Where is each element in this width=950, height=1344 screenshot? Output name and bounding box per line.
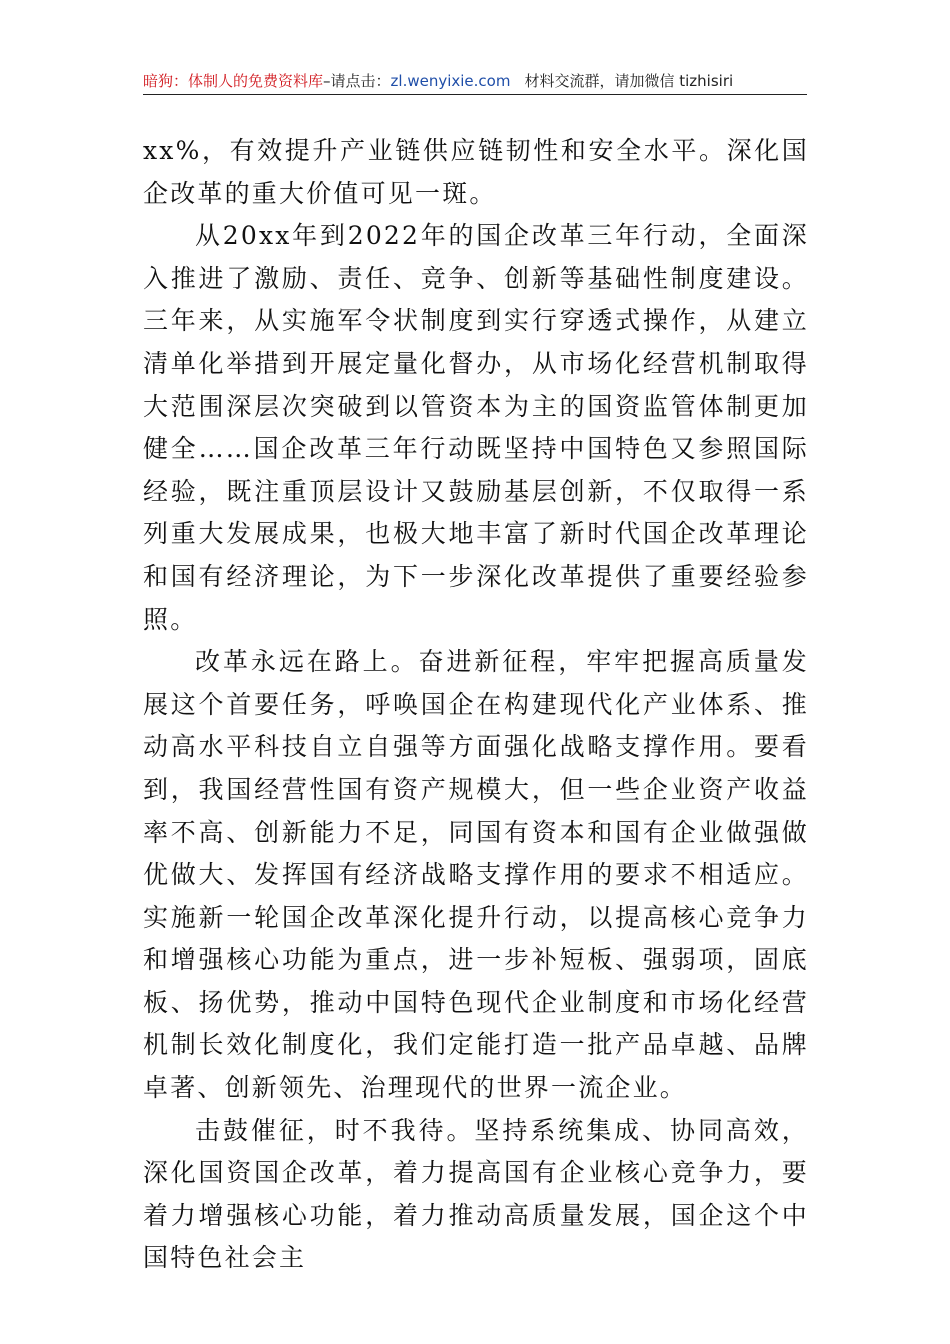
header-click-prompt: –请点击： [323,72,391,90]
header-url-link[interactable]: zl.wenyixie.com [390,72,511,90]
header-group-note: 材料交流群，请加微信 tizhisiri [524,72,734,90]
header-site-name: 暗狗：体制人的免费资料库 [143,72,324,90]
document-body [143,130,809,1280]
paragraph: 从20xx年到2022年的国企改革三年行动，全面深入推进了激励、责任、竞争、创新等基础性制度建设。三年来，从实施军令状制度到实行穿透式操作，从建立清单化举措到开展定量化督办，从市场化经营机制取得大范围深层次突破到以管资本为主的国资监管体制更加健全……国企改革三年行动既坚持中国特色又参照国际经验，既注重顶层设计又鼓励基层创新，不仅取得一系列重大发展成果，也极大地丰富了新时代国企改革理论和国有经济理论，为下一步深化改革提供了重要经验参照。 [143,221,809,634]
paragraph: 改革永远在路上。奋进新征程，牢牢把握高质量发展这个首要任务，呼唤国企在构建现代化产业体系、推动高水平科技自立自强等方面强化战略支撑作用。要看到，我国经营性国有资产规模大，但一些企业资产收益率不高、创新能力不足，同国有资本和国有企业做强做优做大、发挥国有经济战略支撑作用的要求不相适应。实施新一轮国企改革深化提升行动，以提高核心竞争力和增强核心功能为重点，进一步补短板、强弱项，固底板、扬优势，推动中国特色现代企业制度和市场化经营机制长效化制度化，我们定能打造一批产品卓越、品牌卓著、创新领先、治理现代的世界一流企业。 [143,647,809,1103]
paragraph: 击鼓催征，时不我待。坚持系统集成、协同高效，深化国资国企改革，着力提高国有企业核心竞争力，要着力增强核心功能，着力推动高质量发展，国企这个中国特色社会主 [143,1115,809,1273]
page-header [143,68,807,95]
paragraph-continuation: xx%，有效提升产业链供应链韧性和安全水平。深化国企改革的重大价值可见一斑。 [143,136,809,208]
